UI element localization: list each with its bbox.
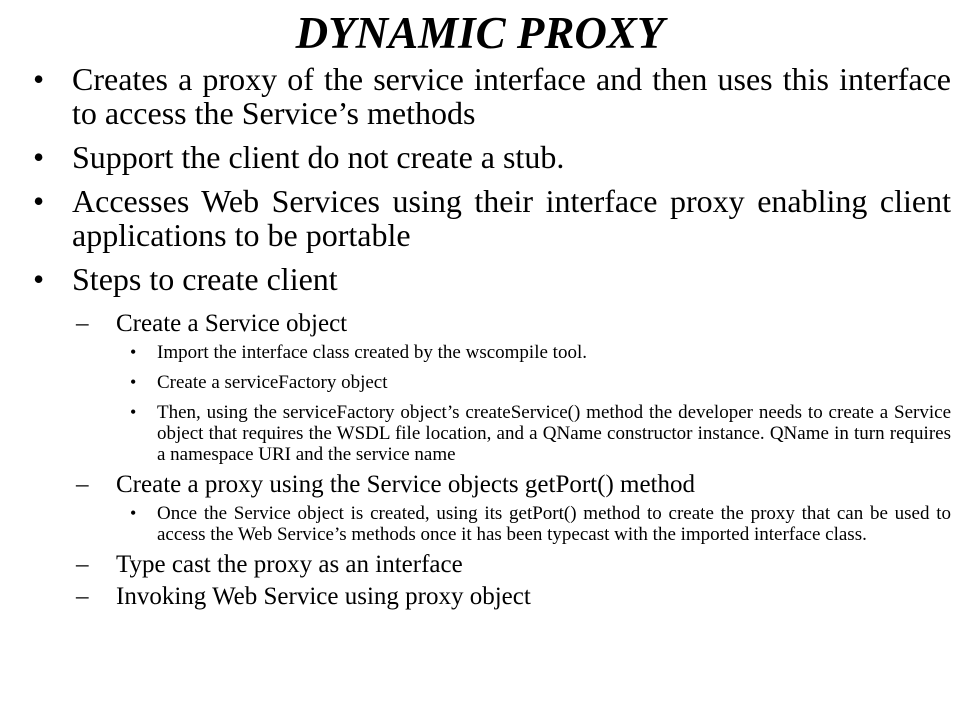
detail-item [29, 342, 951, 363]
step-details [29, 503, 951, 545]
step-item [29, 583, 951, 611]
step-item [29, 471, 951, 545]
bullet-item-steps [29, 262, 951, 296]
slide-title: DYNAMIC PROXY [295, 8, 665, 58]
step-item [29, 310, 951, 465]
step-details [29, 342, 951, 465]
bullet-icon: • [33, 261, 45, 297]
bullet-text: Steps to create client [72, 261, 338, 297]
step-item [29, 551, 951, 579]
detail-text: Import the interface class created by the wscompile tool. [157, 342, 587, 363]
bullet-text: Creates a proxy of the service interface and then uses this interface to access the Service’s methods [72, 61, 951, 131]
bullet-icon: • [130, 342, 137, 362]
bullet-text: Support the client do not create a stub. [72, 139, 565, 175]
dash-icon: – [76, 551, 89, 578]
bullet-item [29, 184, 951, 252]
detail-text: Then, using the serviceFactory object’s createService() method the developer needs to create a Service object that requires the WSDL file location, and a QName constructor instance. QName in turn requires a namespace URI and the service name [157, 402, 951, 465]
step-text: Create a Service object [116, 310, 348, 337]
bullet-item [29, 140, 951, 174]
bullet-icon: • [130, 372, 137, 392]
detail-item [29, 402, 951, 465]
bullet-icon: • [130, 503, 137, 523]
bullet-list [29, 62, 951, 296]
detail-text: Once the Service object is created, using its getPort() method to create the proxy that can be used to access the Web Service’s methods once it has been typecast with the imported interface class. [157, 503, 951, 545]
detail-item [29, 503, 951, 545]
bullet-icon: • [33, 139, 45, 175]
dash-icon: – [76, 583, 89, 610]
bullet-icon: • [33, 61, 45, 97]
bullet-icon: • [130, 402, 137, 422]
step-text: Invoking Web Service using proxy object [116, 583, 531, 610]
detail-text: Create a serviceFactory object [157, 372, 388, 393]
bullet-icon: • [33, 183, 45, 219]
steps-list [29, 310, 951, 611]
detail-item [29, 372, 951, 393]
dash-icon: – [76, 471, 89, 498]
dash-icon: – [76, 310, 89, 337]
step-text: Type cast the proxy as an interface [116, 551, 463, 578]
bullet-text: Accesses Web Services using their interface proxy enabling client applications to be portable [72, 183, 951, 253]
bullet-item [29, 62, 951, 130]
step-text: Create a proxy using the Service objects getPort() method [116, 471, 696, 498]
